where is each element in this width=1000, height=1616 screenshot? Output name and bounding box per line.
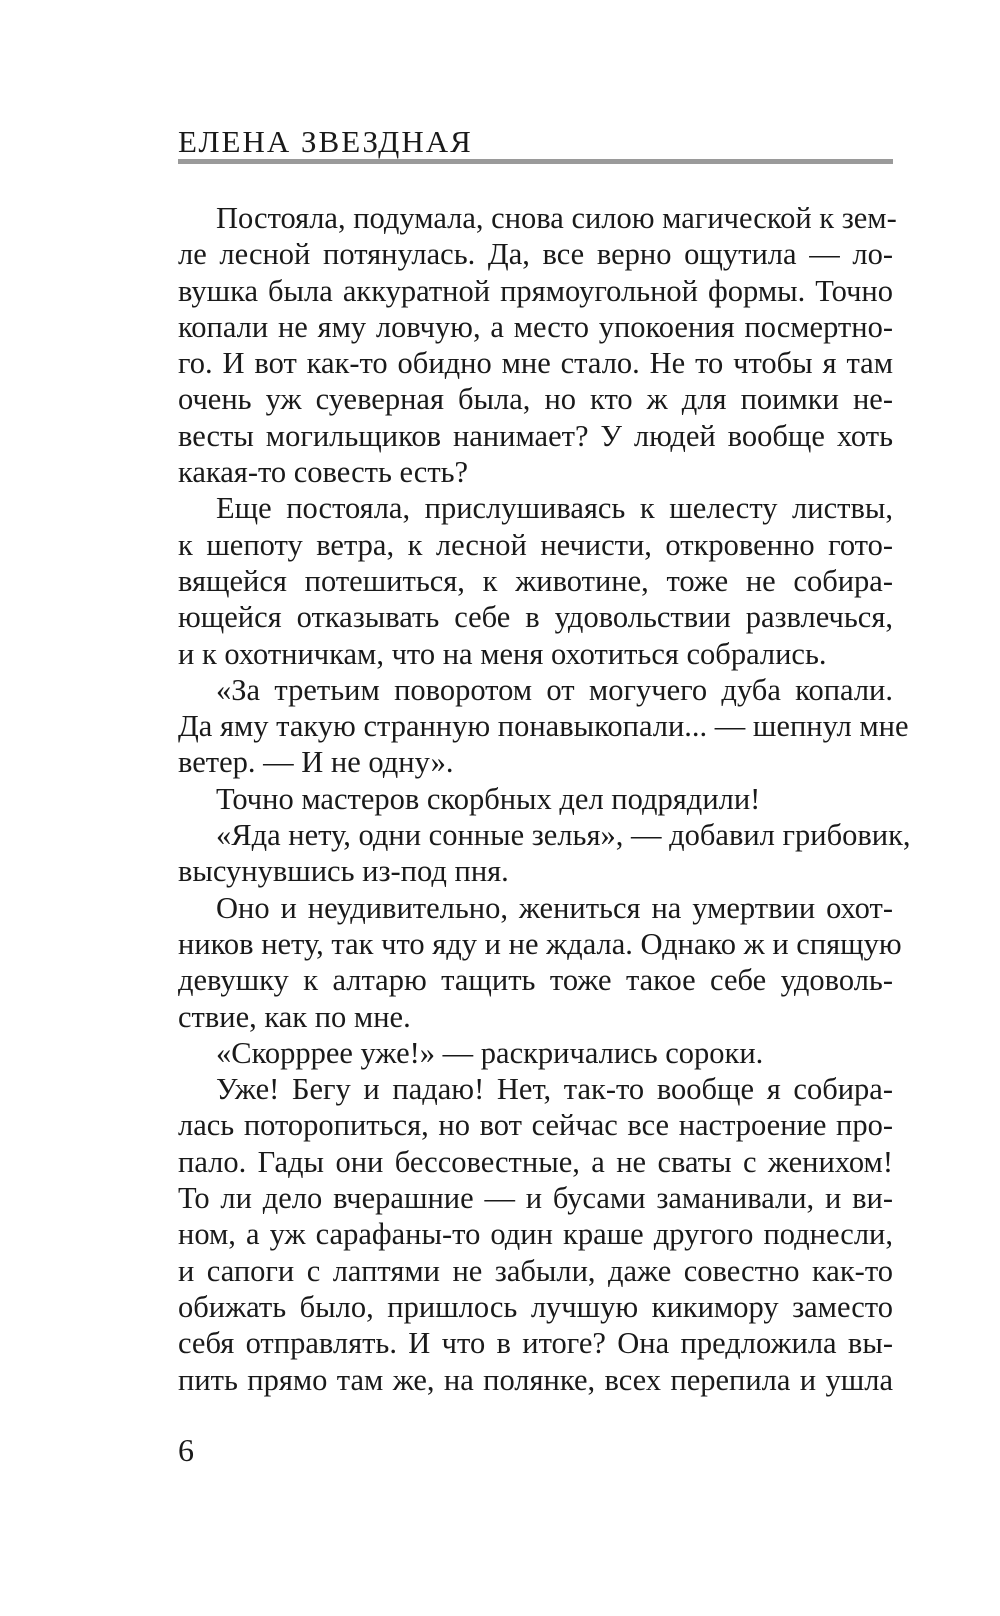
paragraph <box>178 890 902 1035</box>
paragraph <box>178 200 897 490</box>
text-line: ников нету, так что яду и не ждала. Однако ж и спящую <box>178 926 902 961</box>
text-line: «За третьим поворотом от могучего дуба копали. <box>216 672 893 707</box>
text-line: ющейся отказывать себе в удовольствии развлечься, <box>178 600 893 635</box>
text-line: ном, а уж сарафаны-то один краше другого поднесли, <box>178 1217 893 1252</box>
paragraph <box>178 781 893 817</box>
text-line: Оно и неудивительно, жениться на умертвии охот- <box>216 890 893 925</box>
text-line: ле лесной потянулась. Да, все верно ощутила — ло- <box>178 237 893 272</box>
text-line: «Яда нету, одни сонные зелья», — добавил грибовик, <box>216 818 911 853</box>
text-line: Еще постояла, прислушиваясь к шелесту листвы, <box>216 491 893 526</box>
text-line: Уже! Бегу и падаю! Нет, так-то вообще я собира- <box>216 1072 893 1107</box>
body-text <box>178 200 911 1398</box>
text-line: ствие, как по мне. <box>178 999 411 1034</box>
text-line: и к охотничкам, что на меня охотиться собрались. <box>178 636 827 671</box>
text-line: пить прямо там же, на полянке, всех перепила и ушла <box>178 1362 893 1397</box>
text-line: пало. Гады они бессовестные, а не сваты с женихом! <box>178 1144 893 1179</box>
running-head: ЕЛЕНА ЗВЕЗДНАЯ <box>178 124 473 159</box>
text-line: копали не яму ловчую, а место упокоения посмертно- <box>178 309 893 344</box>
text-line: девушку к алтарю тащить тоже такое себе удоволь- <box>178 963 893 998</box>
text-line: вушка была аккуратной прямоугольной формы. Точно <box>178 273 893 308</box>
text-line: «Скорррее уже!» — раскричались сороки. <box>216 1035 764 1070</box>
text-line: очень уж суеверная была, но кто ж для поимки не- <box>178 382 893 417</box>
text-line: Точно мастеров скорбных дел подрядили! <box>216 781 761 816</box>
text-line: лась поторопиться, но вот сейчас все настроение про- <box>178 1108 893 1143</box>
text-line: го. И вот как-то обидно мне стало. Не то чтобы я там <box>178 346 893 381</box>
text-line: Да яму такую странную понавыкопали... — шепнул мне <box>178 709 909 744</box>
text-line: Постояла, подумала, снова силою магической к зем- <box>216 201 897 235</box>
text-line: ветер. — И не одну». <box>178 745 454 780</box>
paragraph <box>178 817 911 890</box>
page-number: 6 <box>178 1432 194 1468</box>
header-rule <box>178 159 893 164</box>
text-line: высунувшись из-под пня. <box>178 854 509 889</box>
text-line: к шепоту ветра, к лесной нечисти, откровенно гото- <box>178 527 893 562</box>
paragraph <box>178 1035 893 1071</box>
text-line: весты могильщиков нанимает? У людей вообще хоть <box>178 418 893 453</box>
text-line: себя отправлять. И что в итоге? Она предложила вы- <box>178 1326 893 1361</box>
text-line: и сапоги с лаптями не забыли, даже совестно как-то <box>178 1253 893 1288</box>
paragraph <box>178 1071 893 1398</box>
paragraph <box>178 490 893 671</box>
text-line: вящейся потешиться, к животине, тоже не собира- <box>178 563 893 598</box>
text-line: обижать было, пришлось лучшую кикимору заместо <box>178 1289 893 1324</box>
paragraph <box>178 672 909 781</box>
text-line: То ли дело вчерашние — и бусами заманивали, и ви- <box>178 1181 893 1216</box>
text-line: какая-то совесть есть? <box>178 455 469 490</box>
